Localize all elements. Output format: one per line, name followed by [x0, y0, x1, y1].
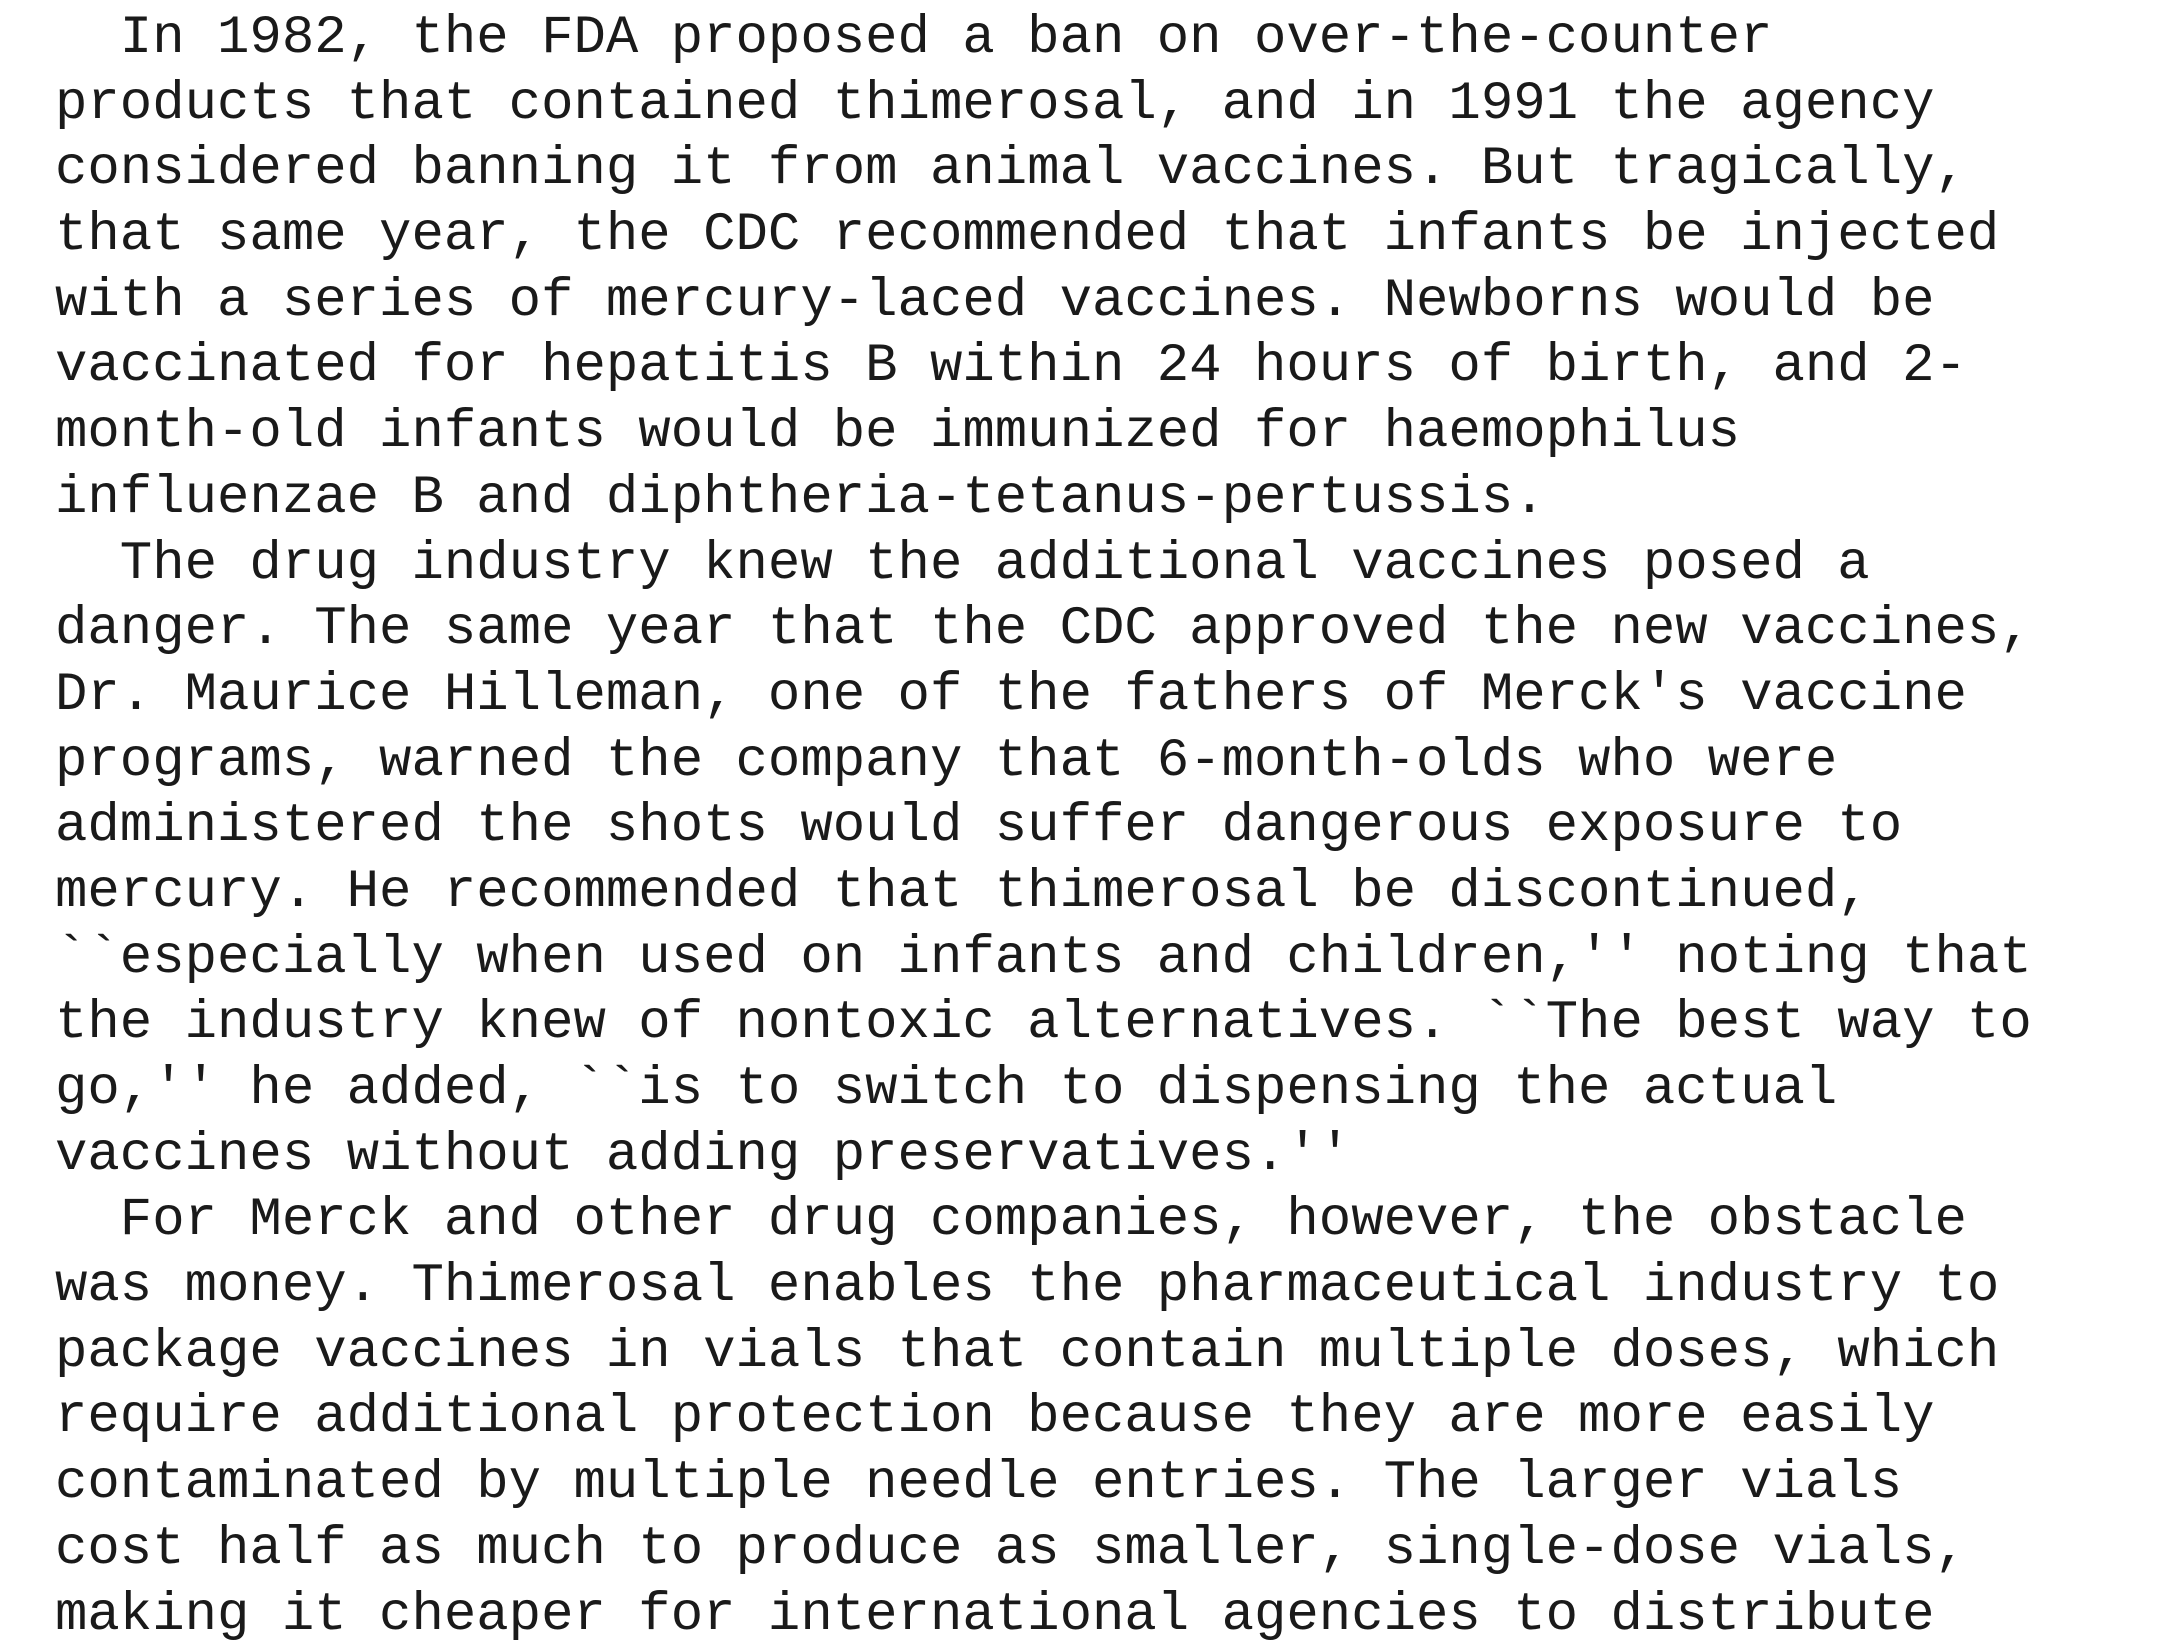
text-line: with a series of mercury-laced vaccines. Newborns would be	[55, 269, 2165, 335]
text-line: go,'' he added, ``is to switch to dispensing the actual	[55, 1057, 2165, 1123]
text-line: package vaccines in vials that contain multiple doses, which	[55, 1320, 2165, 1386]
text-line: the industry knew of nontoxic alternatives. ``The best way to	[55, 991, 2165, 1057]
text-line: month-old infants would be immunized for haemophilus	[55, 400, 2165, 466]
text-line: cost half as much to produce as smaller, single-dose vials,	[55, 1517, 2165, 1583]
text-line: danger. The same year that the CDC approved the new vaccines,	[55, 597, 2165, 663]
document-text	[55, 6, 2165, 1594]
text-line: administered the shots would suffer dangerous exposure to	[55, 794, 2165, 860]
text-line: vaccines without adding preservatives.''	[55, 1123, 2165, 1189]
text-line: mercury. He recommended that thimerosal be discontinued,	[55, 860, 2165, 926]
text-line: influenzae B and diphtheria-tetanus-pertussis.	[55, 466, 2165, 532]
text-line: considered banning it from animal vaccines. But tragically,	[55, 137, 2165, 203]
text-line: contaminated by multiple needle entries. The larger vials	[55, 1451, 2165, 1517]
text-line: products that contained thimerosal, and in 1991 the agency	[55, 72, 2165, 138]
text-line: Dr. Maurice Hilleman, one of the fathers of Merck's vaccine	[55, 663, 2165, 729]
text-line: In 1982, the FDA proposed a ban on over-the-counter	[55, 6, 2165, 72]
text-line: For Merck and other drug companies, however, the obstacle	[55, 1188, 2165, 1254]
text-line: programs, warned the company that 6-month-olds who were	[55, 729, 2165, 795]
text-line: making it cheaper for international agencies to distribute	[55, 1583, 2165, 1648]
text-line: vaccinated for hepatitis B within 24 hours of birth, and 2-	[55, 334, 2165, 400]
text-line: require additional protection because they are more easily	[55, 1385, 2165, 1451]
text-line: ``especially when used on infants and children,'' noting that	[55, 926, 2165, 992]
text-line: The drug industry knew the additional vaccines posed a	[55, 532, 2165, 598]
text-line: that same year, the CDC recommended that infants be injected	[55, 203, 2165, 269]
text-line: was money. Thimerosal enables the pharmaceutical industry to	[55, 1254, 2165, 1320]
